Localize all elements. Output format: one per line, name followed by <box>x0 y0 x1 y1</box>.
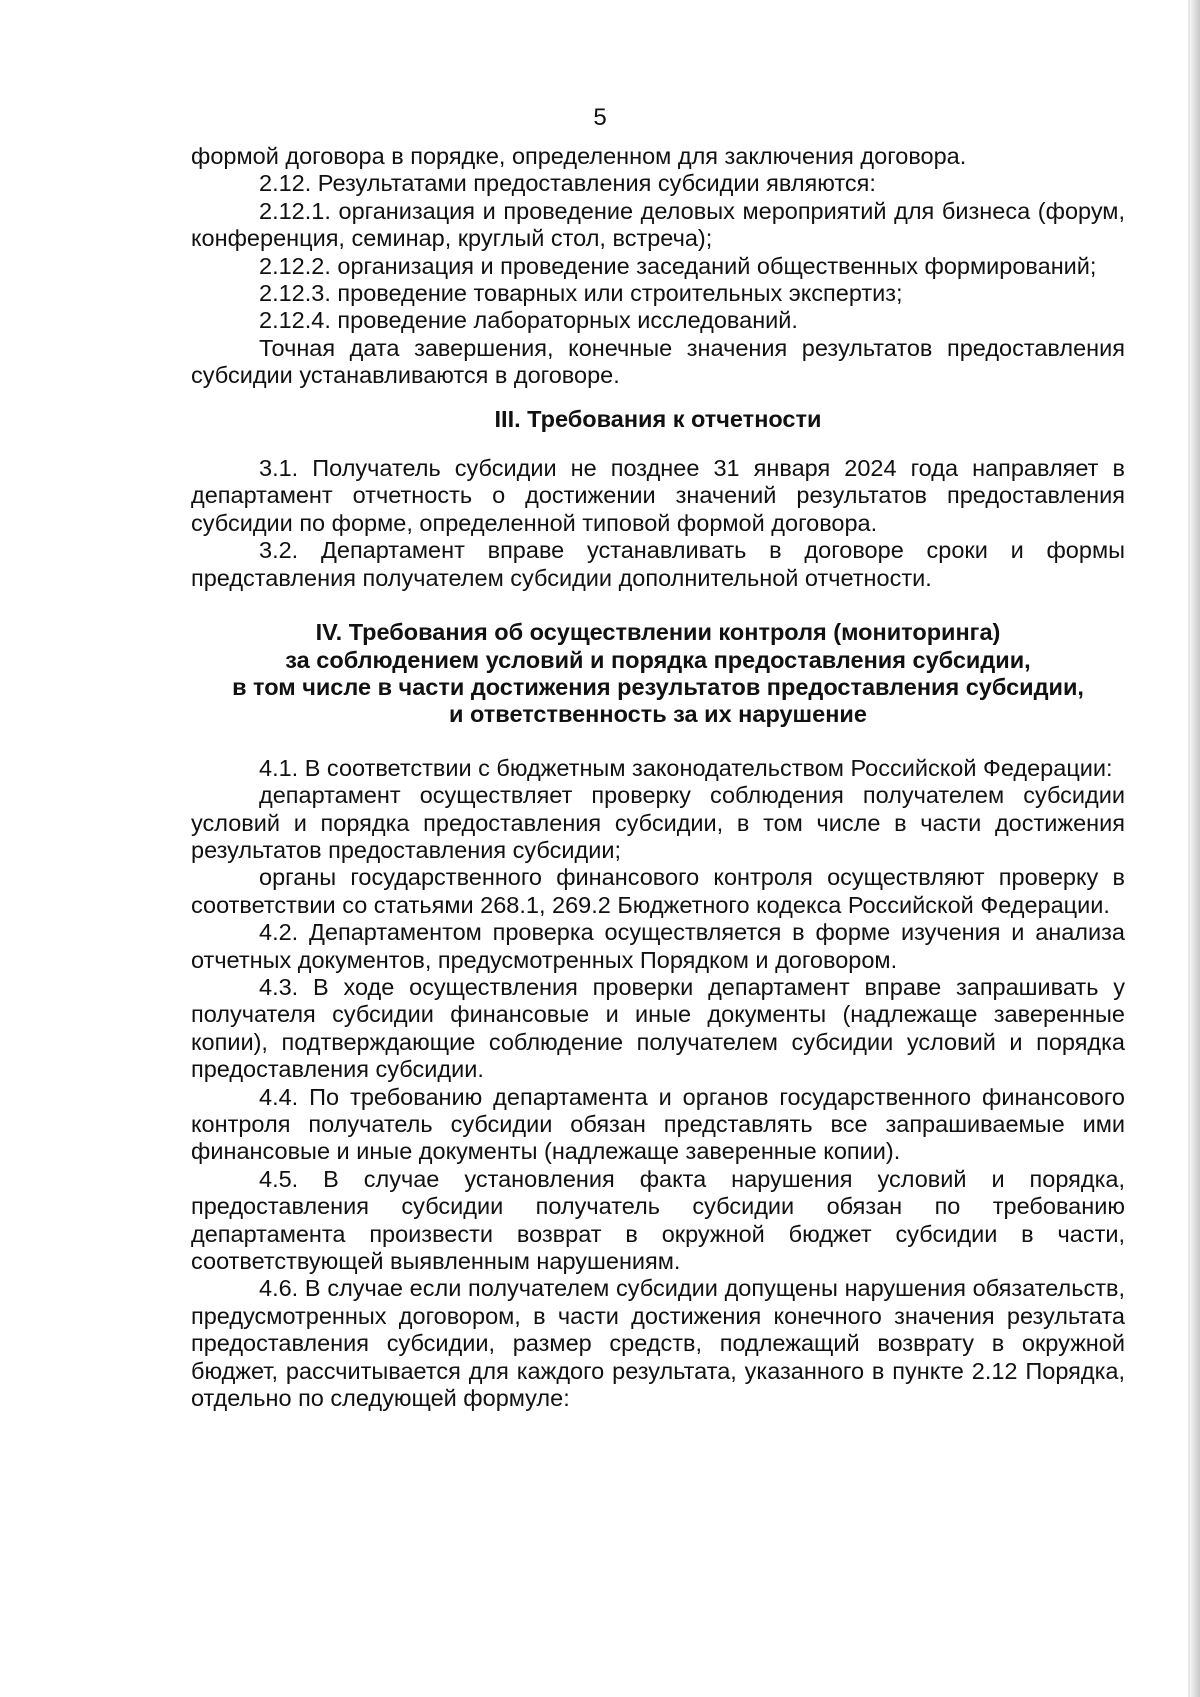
page-edge-shadow <box>1190 0 1200 1697</box>
page-number: 5 <box>593 104 607 131</box>
paragraph-exact-date: Точная дата завершения, конечные значения результатов предоставления субсидии устанавливаются в договоре. <box>191 334 1125 389</box>
document-body <box>191 143 1125 1412</box>
section-4-heading-line: и ответственность за их нарушение <box>449 701 867 728</box>
section-3-heading: III. Требования к отчетности <box>494 405 822 432</box>
paragraph-4-6: 4.6. В случае если получателем субсидии допущены нарушения обязательств, предусмотренных договором, в части достижения конечного значения результата предоставления субсидии, размер средств, подлежащий возврату в окружной бюджет, рассчитывается для каждого результата, указанного в пункте 2.12 Порядка, отдельно по следующей формуле: <box>191 1275 1125 1412</box>
paragraph-2-12-3: 2.12.3. проведение товарных или строительных экспертиз; <box>259 280 903 307</box>
paragraph-2-12-4: 2.12.4. проведение лабораторных исследований. <box>259 307 798 334</box>
paragraph-3-1: 3.1. Получатель субсидии не позднее 31 января 2024 года направляет в департамент отчетность о достижении значений результатов предоставления субсидии по форме, определенной типовой формой договора. <box>191 455 1125 536</box>
section-4-heading <box>191 619 1125 729</box>
paragraph-4-4: 4.4. По требованию департамента и органов государственного финансового контроля получатель субсидии обязан представлять все запрашиваемые ими финансовые и иные документы (надлежаще заверенные копии). <box>191 1083 1125 1165</box>
paragraph-4-1-department: департамент осуществляет проверку соблюдения получателем субсидии условий и порядка предоставления субсидии, в том числе в части достижения результатов предоставления субсидии; <box>191 782 1125 863</box>
section-4-heading-line: IV. Требования об осуществлении контроля (мониторинга) <box>315 619 1001 646</box>
paragraph-4-1-control-bodies: органы государственного финансового контроля осуществляют проверку в соответствии со статьями 268.1, 269.2 Бюджетного кодекса Российской Федерации. <box>191 864 1125 918</box>
paragraph-4-5: 4.5. В случае установления факта нарушения условий и порядка, предоставления субсидии получатель субсидии обязан по требованию департамента произвести возврат в окружной бюджет субсидии в части, соответствующей выявленным нарушениям. <box>191 1165 1125 1275</box>
section-4-heading-line: в том числе в части достижения результатов предоставления субсидии, <box>232 673 1084 700</box>
section-4-heading-line: за соблюдением условий и порядка предоставления субсидии, <box>285 646 1031 673</box>
paragraph-continuation: формой договора в порядке, определенном для заключения договора. <box>191 143 967 169</box>
paragraph-3-2: 3.2. Департамент вправе устанавливать в договоре сроки и формы представления получателем субсидии дополнительной отчетности. <box>191 537 1125 591</box>
paragraph-2-12-1: 2.12.1. организация и проведение деловых мероприятий для бизнеса (форум, конференция, семинар, круглый стол, встреча); <box>191 197 1125 252</box>
paragraph-2-12-2: 2.12.2. организация и проведение заседаний общественных формирований; <box>259 252 1097 279</box>
paragraph-4-3: 4.3. В ходе осуществления проверки департамент вправе запрашивать у получателя субсидии финансовые и иные документы (надлежаще заверенные копии), подтверждающие соблюдение получателем субсидии условий и порядка предоставления субсидии. <box>191 973 1125 1083</box>
paragraph-2-12: 2.12. Результатами предоставления субсидии являются: <box>259 170 876 197</box>
paragraph-4-1: 4.1. В соответствии с бюджетным законодательством Российской Федерации: <box>259 754 1113 781</box>
paragraph-4-2: 4.2. Департаментом проверка осуществляется в форме изучения и анализа отчетных документов, предусмотренных Порядком и договором. <box>191 919 1125 973</box>
